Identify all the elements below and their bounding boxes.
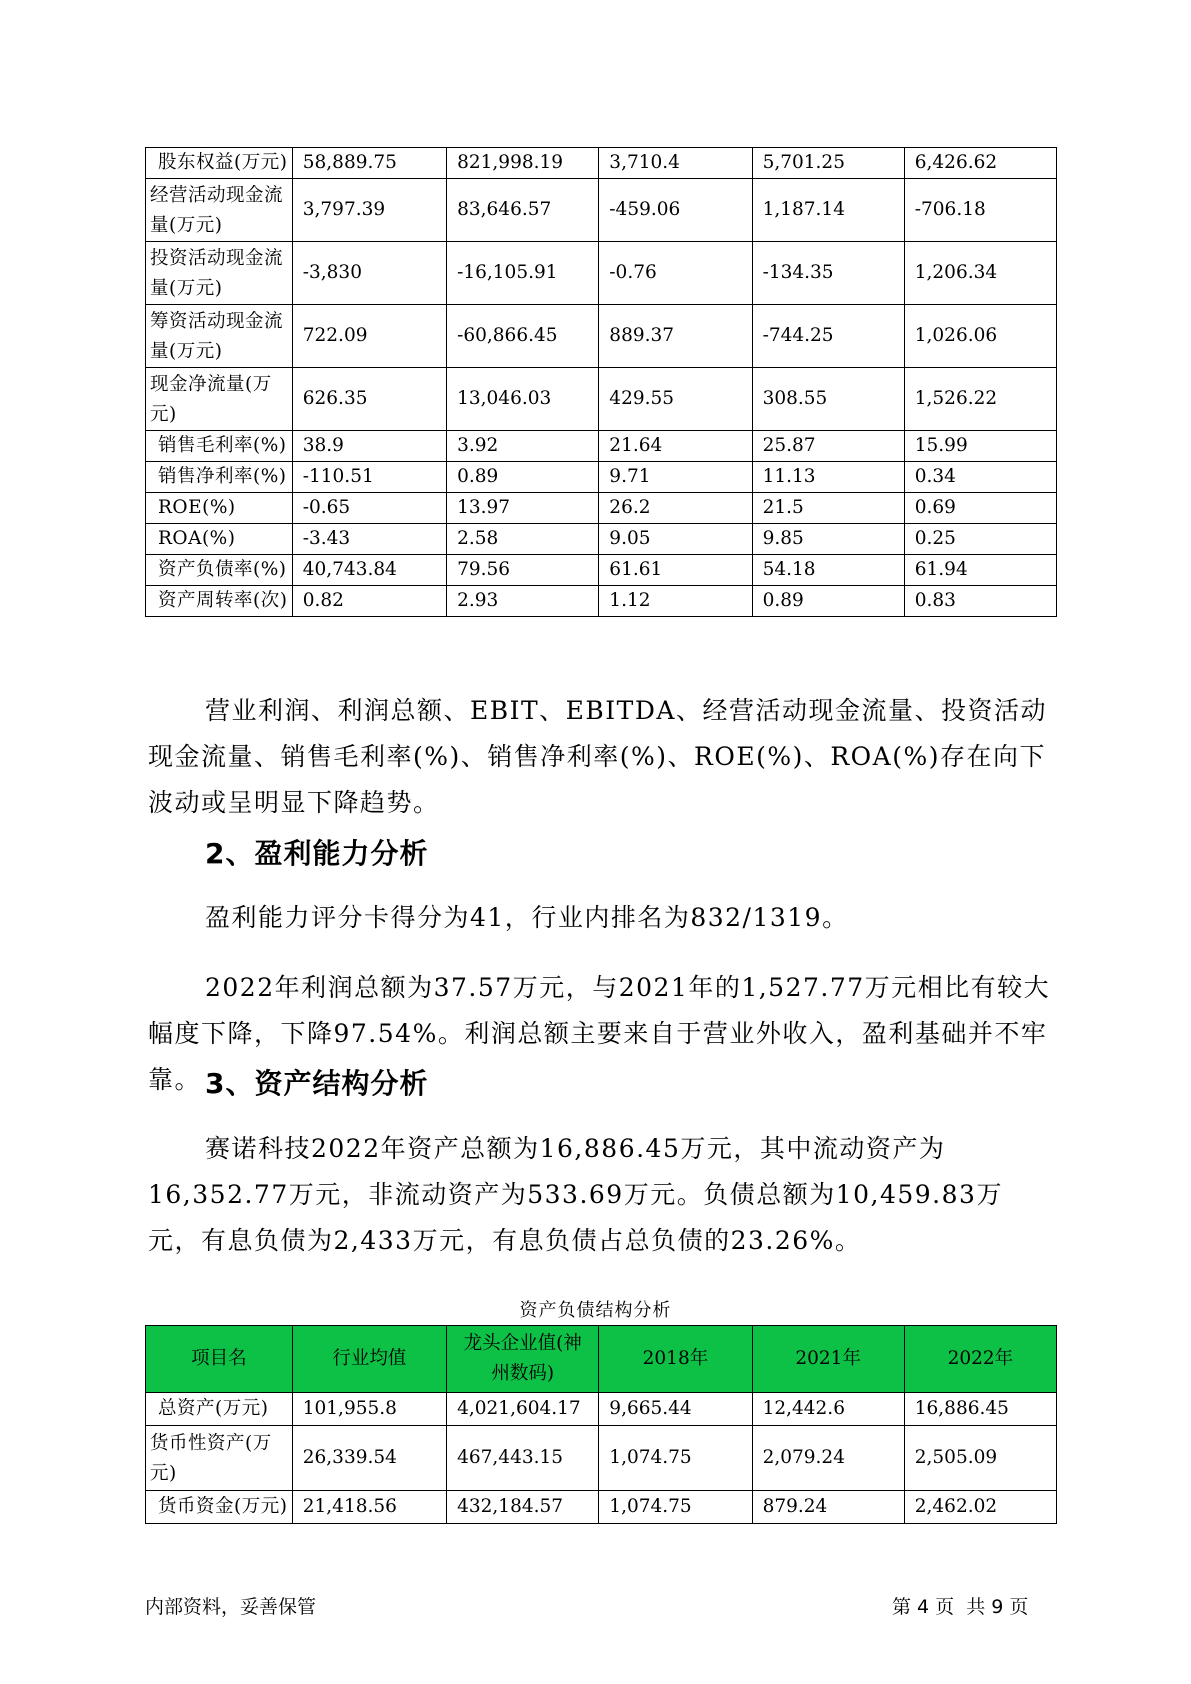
table-cell: 15.99 [904, 431, 1056, 462]
table-cell: 1,074.75 [599, 1426, 752, 1491]
table-cell: 0.89 [447, 462, 599, 493]
table-cell: 101,955.8 [292, 1393, 446, 1426]
table-row [146, 1491, 1057, 1524]
table-cell: 26,339.54 [292, 1426, 446, 1491]
table-cell: 3,710.4 [599, 148, 752, 179]
table-cell: 61.94 [904, 555, 1056, 586]
table-cell: 40,743.84 [292, 555, 446, 586]
table-cell: 2.93 [447, 586, 599, 617]
table-cell: 1,526.22 [904, 368, 1056, 431]
table-cell: 2.58 [447, 524, 599, 555]
asset-structure-paragraph: 赛诺科技2022年资产总额为16,886.45万元，其中流动资产为16,352.77万元，非流动资产为533.69万元。负债总额为10,459.83万元，有息负债为2,433万元，有息负债占总负债的23.26%。 [148, 1134, 1003, 1255]
table-cell: 5,701.25 [752, 148, 904, 179]
table-cell: 432,184.57 [447, 1491, 599, 1524]
table-cell: 1,187.14 [752, 179, 904, 242]
table-row [146, 179, 1057, 242]
table-cell: 467,443.15 [447, 1426, 599, 1491]
column-header: 2021年 [752, 1326, 904, 1393]
table-cell: 1.12 [599, 586, 752, 617]
table-cell: 25.87 [752, 431, 904, 462]
table-row [146, 242, 1057, 305]
column-header: 龙头企业值(神州数码) [447, 1326, 599, 1393]
row-label: ROA(%) [146, 524, 293, 555]
table-cell: 9.05 [599, 524, 752, 555]
table-cell: 54.18 [752, 555, 904, 586]
row-label: 资产负债率(%) [146, 555, 293, 586]
table-row [146, 431, 1057, 462]
table-cell: 0.82 [292, 586, 446, 617]
table-cell: 429.55 [599, 368, 752, 431]
table-cell: 21.64 [599, 431, 752, 462]
profit-total-paragraph: 2022年利润总额为37.57万元，与2021年的1,527.77万元相比有较大幅度下降，下降97.54%。利润总额主要来自于营业外收入，盈利基础并不牢靠。 [148, 973, 1051, 1094]
section-heading-profitability: 2、盈利能力分析 [205, 837, 429, 870]
table-cell: 12,442.6 [752, 1393, 904, 1426]
table-cell: 58,889.75 [292, 148, 446, 179]
table-cell: 16,886.45 [904, 1393, 1056, 1426]
row-label: 投资活动现金流量(万元) [146, 242, 293, 305]
table-cell: 21.5 [752, 493, 904, 524]
table-cell: 13,046.03 [447, 368, 599, 431]
table-cell: -0.76 [599, 242, 752, 305]
table-row [146, 148, 1057, 179]
table-cell: 13.97 [447, 493, 599, 524]
balance-structure-table [145, 1325, 1057, 1524]
table-cell: -706.18 [904, 179, 1056, 242]
table-cell: 1,074.75 [599, 1491, 752, 1524]
table-cell: 79.56 [447, 555, 599, 586]
table-cell: -744.25 [752, 305, 904, 368]
table-cell: 626.35 [292, 368, 446, 431]
table-cell: -0.65 [292, 493, 446, 524]
row-label: 货币资金(万元) [146, 1491, 293, 1524]
row-label: 货币性资产(万元) [146, 1426, 293, 1491]
table-cell: 4,021,604.17 [447, 1393, 599, 1426]
footer-confidential-note: 内部资料，妥善保管 [145, 1596, 317, 1618]
column-header: 行业均值 [292, 1326, 446, 1393]
section-heading-asset-structure: 3、资产结构分析 [205, 1067, 429, 1100]
table-cell: 2,505.09 [904, 1426, 1056, 1491]
table-row [146, 368, 1057, 431]
row-label: 股东权益(万元) [146, 148, 293, 179]
table-cell: 26.2 [599, 493, 752, 524]
table-cell: 9.85 [752, 524, 904, 555]
table-cell: 3,797.39 [292, 179, 446, 242]
table-row [146, 493, 1057, 524]
table-row [146, 1426, 1057, 1491]
table-cell: -60,866.45 [447, 305, 599, 368]
table-row [146, 1393, 1057, 1426]
table-row [146, 586, 1057, 617]
column-header: 2022年 [904, 1326, 1056, 1393]
table-cell: 9,665.44 [599, 1393, 752, 1426]
table-caption: 资产负债结构分析 [519, 1300, 672, 1321]
table-cell: 308.55 [752, 368, 904, 431]
table-cell: 879.24 [752, 1491, 904, 1524]
table-cell: 6,426.62 [904, 148, 1056, 179]
table-cell: 83,646.57 [447, 179, 599, 242]
row-label: 筹资活动现金流量(万元) [146, 305, 293, 368]
table-cell: 9.71 [599, 462, 752, 493]
table-row [146, 305, 1057, 368]
row-label: 资产周转率(次) [146, 586, 293, 617]
table-cell: 0.25 [904, 524, 1056, 555]
table-cell: 0.69 [904, 493, 1056, 524]
column-header: 2018年 [599, 1326, 752, 1393]
table-cell: 821,998.19 [447, 148, 599, 179]
table-cell: 0.89 [752, 586, 904, 617]
table-cell: -3,830 [292, 242, 446, 305]
profitability-score-paragraph: 盈利能力评分卡得分为41，行业内排名为832/1319。 [205, 903, 849, 932]
table-cell: -134.35 [752, 242, 904, 305]
summary-paragraph: 营业利润、利润总额、EBIT、EBITDA、经营活动现金流量、投资活动现金流量、销售毛利率(%)、销售净利率(%)、ROE(%)、ROA(%)存在向下波动或呈明显下降趋势。 [148, 696, 1047, 817]
table-cell: 11.13 [752, 462, 904, 493]
table-cell: 2,462.02 [904, 1491, 1056, 1524]
row-label: 总资产(万元) [146, 1393, 293, 1426]
table-cell: 0.34 [904, 462, 1056, 493]
row-label: ROE(%) [146, 493, 293, 524]
table-header-row [146, 1326, 1057, 1393]
row-label: 销售毛利率(%) [146, 431, 293, 462]
table-cell: 38.9 [292, 431, 446, 462]
table-row [146, 462, 1057, 493]
table-cell: -110.51 [292, 462, 446, 493]
table-cell: -459.06 [599, 179, 752, 242]
table-cell: 1,206.34 [904, 242, 1056, 305]
table-cell: 722.09 [292, 305, 446, 368]
column-header: 项目名 [146, 1326, 293, 1393]
table-cell: 3.92 [447, 431, 599, 462]
table-cell: -16,105.91 [447, 242, 599, 305]
table-cell: -3.43 [292, 524, 446, 555]
table-cell: 61.61 [599, 555, 752, 586]
footer-page-number: 第 4 页 共 9 页 [892, 1596, 1029, 1618]
table-cell: 1,026.06 [904, 305, 1056, 368]
table-cell: 0.83 [904, 586, 1056, 617]
row-label: 销售净利率(%) [146, 462, 293, 493]
table-row [146, 555, 1057, 586]
table-row [146, 524, 1057, 555]
table-cell: 889.37 [599, 305, 752, 368]
table-cell: 2,079.24 [752, 1426, 904, 1491]
row-label: 现金净流量(万元) [146, 368, 293, 431]
row-label: 经营活动现金流量(万元) [146, 179, 293, 242]
table-cell: 21,418.56 [292, 1491, 446, 1524]
financial-indicator-table [145, 147, 1057, 617]
